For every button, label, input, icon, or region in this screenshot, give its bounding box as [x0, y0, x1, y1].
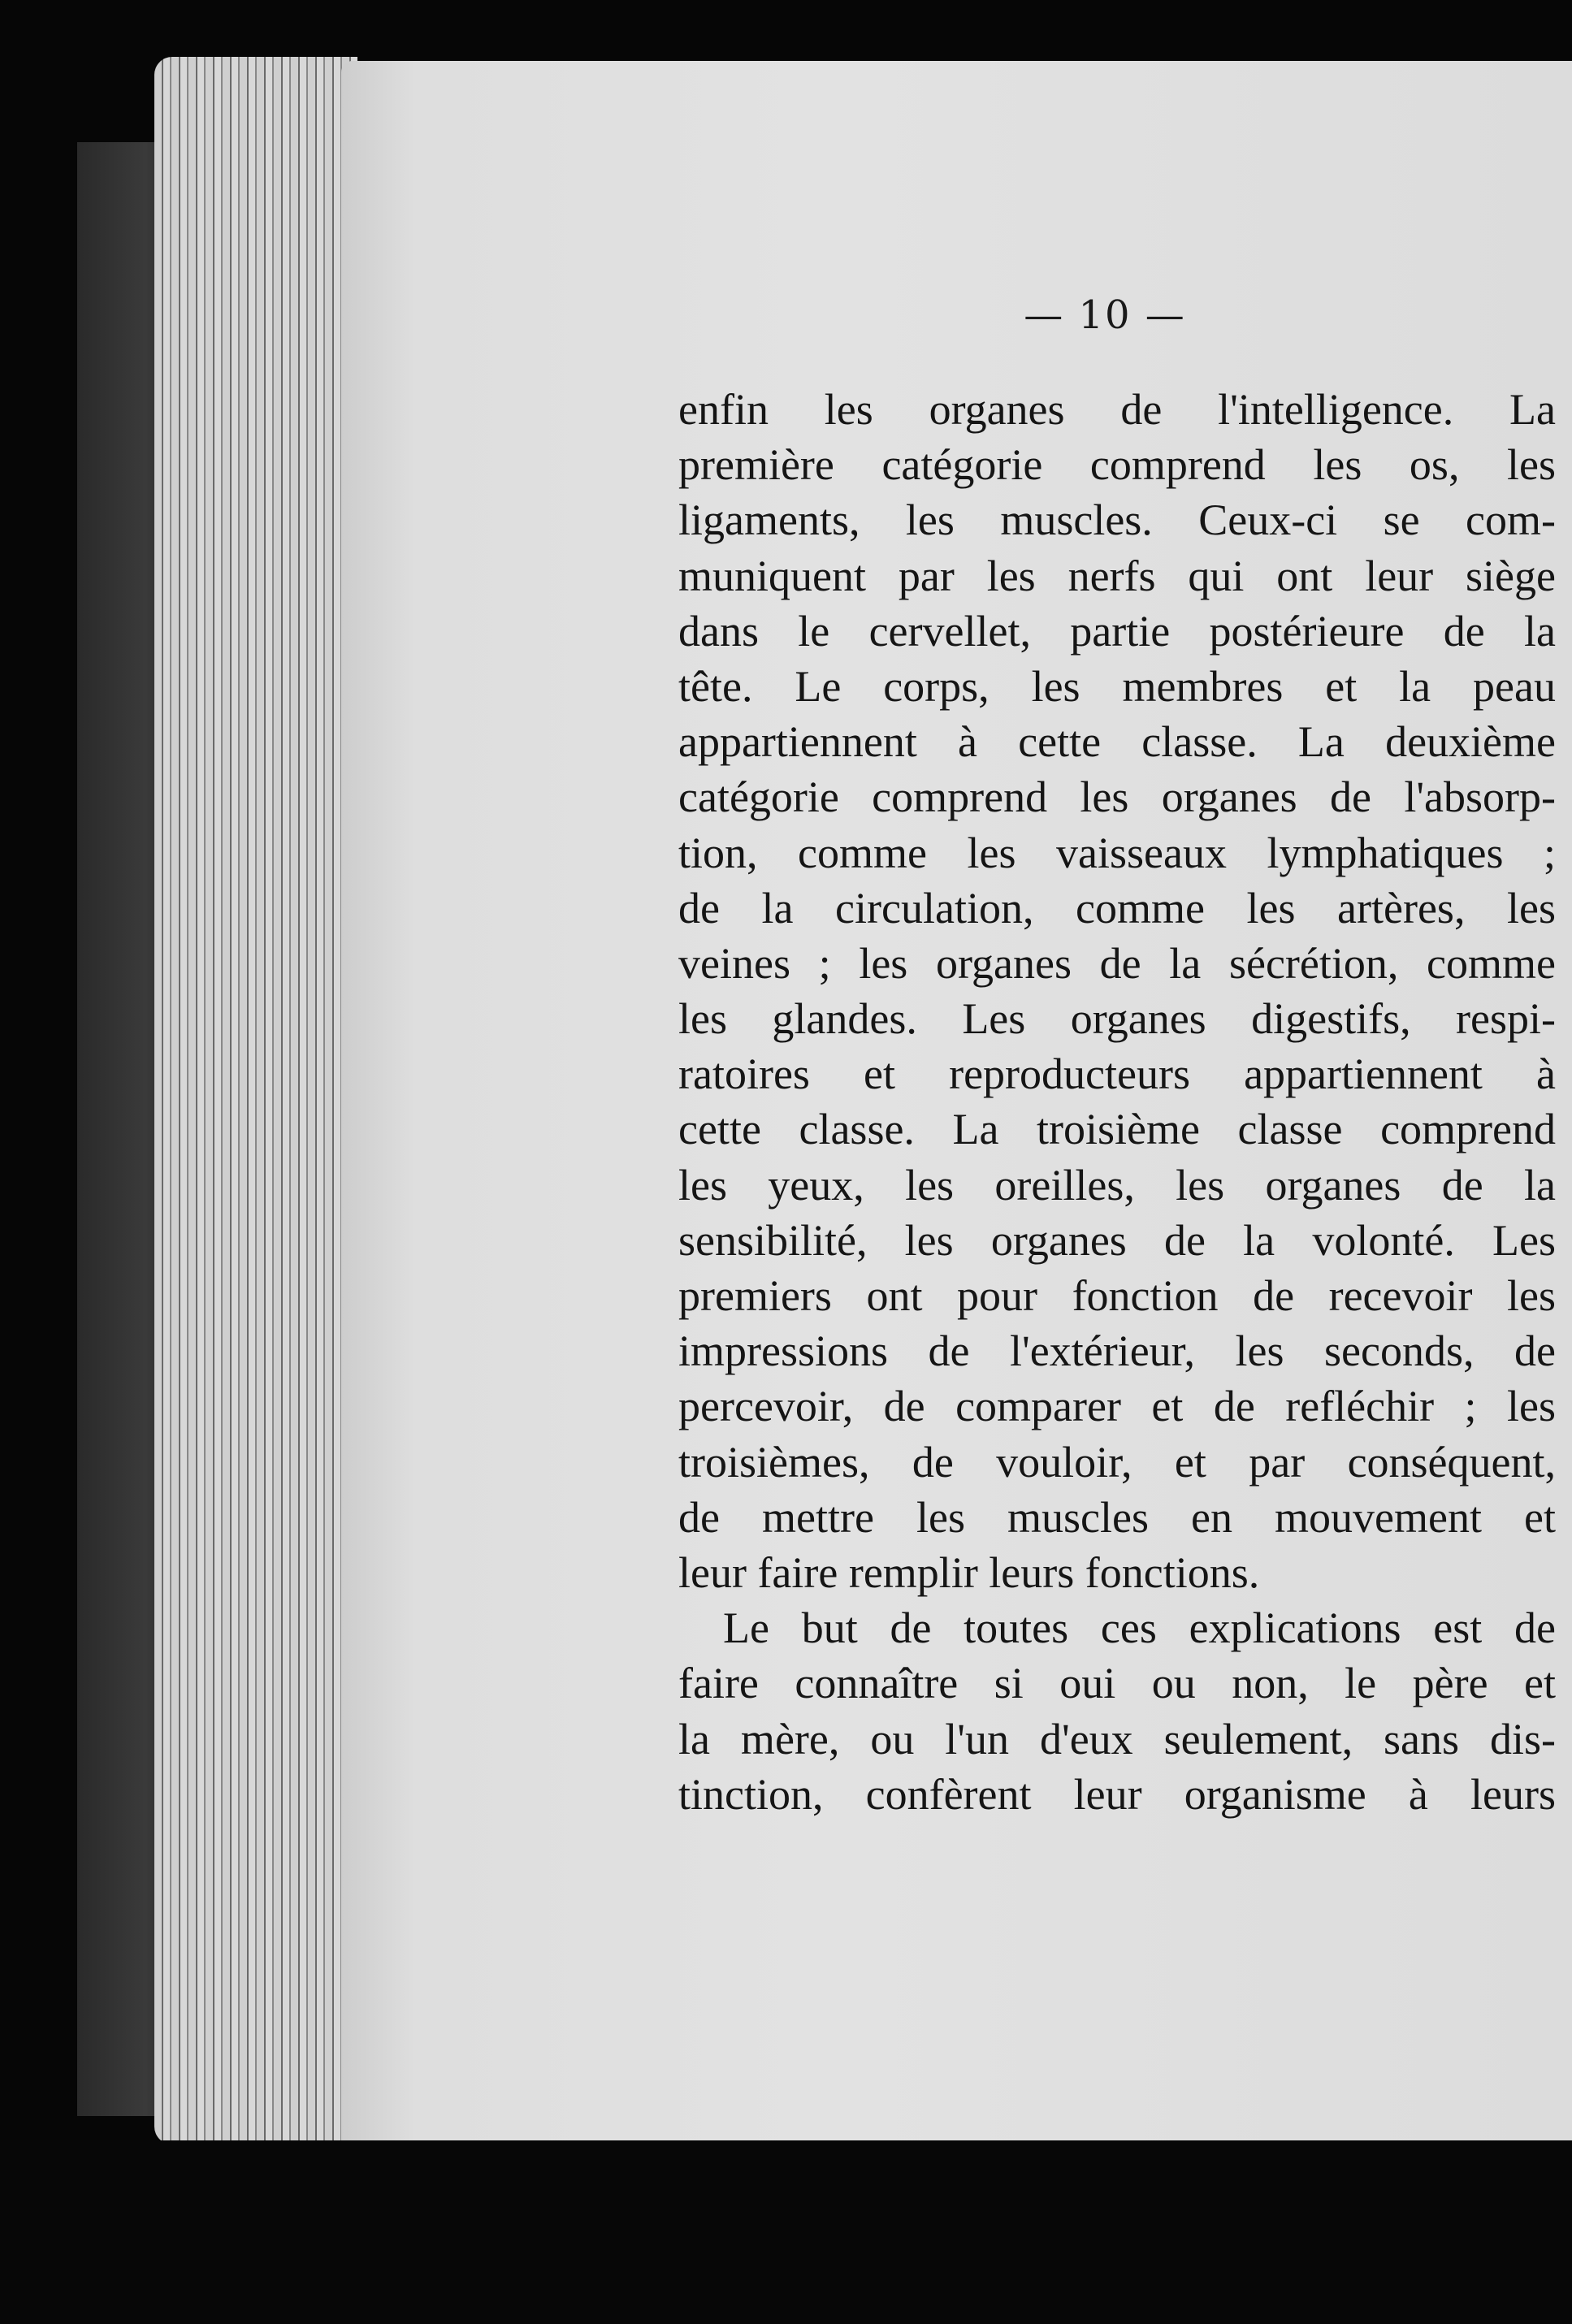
text-line: ratoires et reproducteurs appartiennent à	[678, 1049, 1556, 1099]
text-line: sensibilité, les organes de la volonté. Les	[678, 1215, 1556, 1265]
text-line: Le but de toutes ces explications est de	[723, 1603, 1556, 1653]
text-line: tion, comme les vaisseaux lymphatiques ;	[678, 828, 1556, 877]
text-line: catégorie comprend les organes de l'absorp-	[678, 773, 1556, 822]
text-line: ligaments, les muscles. Ceux-ci se com-	[678, 496, 1556, 545]
text-line: de la circulation, comme les artères, les	[678, 883, 1556, 933]
text-line: cette classe. La troisième classe comprend	[678, 1105, 1556, 1154]
text-line: enfin les organes de l'intelligence. La	[678, 385, 1556, 434]
text-line: percevoir, de comparer et de refléchir ; les	[678, 1382, 1556, 1431]
text-line: la mère, ou l'un d'eux seulement, sans dis-	[678, 1714, 1556, 1764]
text-line: troisièmes, de vouloir, et par conséquent,	[678, 1437, 1556, 1487]
text-line: muniquent par les nerfs qui ont leur siège	[678, 551, 1556, 600]
text-line: impressions de l'extérieur, les seconds, de	[678, 1326, 1556, 1376]
scan-border	[0, 2140, 1572, 2324]
body-text	[678, 382, 1556, 1822]
text-line: tête. Le corps, les membres et la peau	[678, 661, 1556, 711]
text-line: dans le cervellet, partie postérieure de la	[678, 606, 1556, 656]
text-line: faire connaître si oui ou non, le père et	[678, 1659, 1556, 1708]
text-line: premiers ont pour fonction de recevoir les	[678, 1271, 1556, 1320]
text-line: veines ; les organes de la sécrétion, comme	[678, 938, 1556, 988]
text-line: tinction, confèrent leur organisme à leurs	[678, 1769, 1556, 1819]
page-number: — 10 —	[1024, 292, 1186, 338]
text-line: appartiennent à cette classe. La deuxième	[678, 717, 1556, 767]
text-line: les glandes. Les organes digestifs, respi-	[678, 994, 1556, 1044]
text-line: les yeux, les oreilles, les organes de la	[678, 1160, 1556, 1210]
text-line: leur faire remplir leurs fonctions.	[678, 1547, 1260, 1597]
page-edges	[154, 57, 357, 2144]
text-line: de mettre les muscles en mouvement et	[678, 1492, 1556, 1542]
text-line: première catégorie comprend les os, les	[678, 440, 1556, 490]
